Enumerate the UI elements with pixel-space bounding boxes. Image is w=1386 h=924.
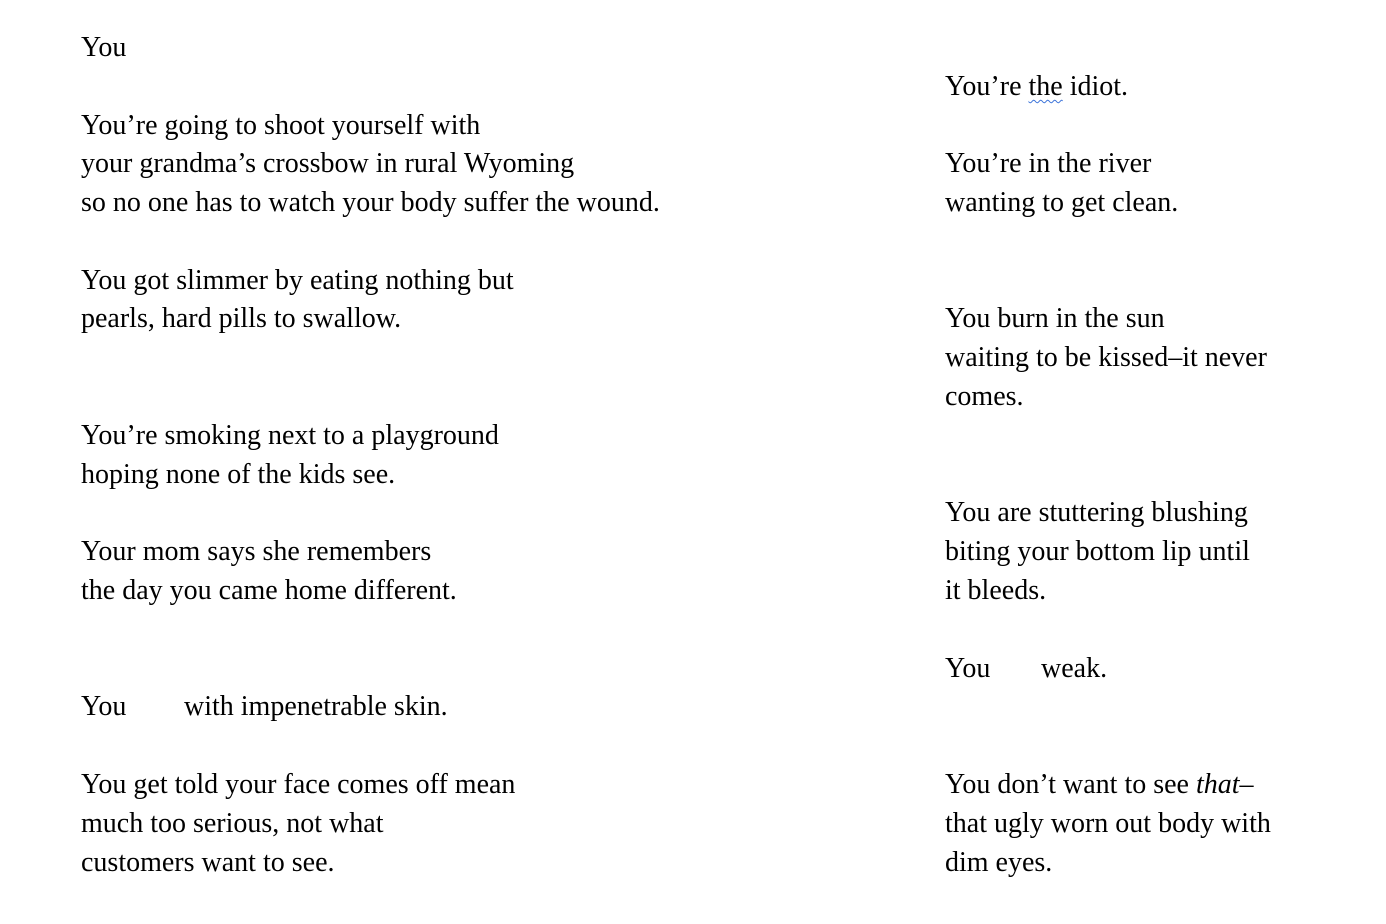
left-stanza5-word1: You xyxy=(81,691,127,722)
right-stanza6-line1-italic: that xyxy=(1195,769,1240,800)
right-stanza5-line xyxy=(945,652,1108,686)
left-stanza4-line2: the day you came home different. xyxy=(81,575,457,606)
right-stanza2-line1: You’re in the river xyxy=(945,148,1152,179)
right-stanza6-line3: dim eyes. xyxy=(945,847,1053,878)
right-stanza4-line1: You are stuttering blushing xyxy=(945,497,1248,528)
left-stanza1-line3: so no one has to watch your body suffer the wound. xyxy=(81,187,660,218)
left-stanza6-line2: much too serious, not what xyxy=(81,808,384,839)
left-stanza6-line3: customers want to see. xyxy=(81,847,335,878)
right-stanza5-word2: weak. xyxy=(1041,653,1108,684)
right-stanza1-before: You’re xyxy=(945,71,1029,102)
right-stanza6-line2: that ugly worn out body with xyxy=(945,808,1271,839)
right-stanza6-line1-before: You don’t want to see xyxy=(945,769,1196,800)
right-stanza4-line2: biting your bottom lip until xyxy=(945,536,1250,567)
right-stanza6-line1-after: – xyxy=(1239,769,1254,800)
right-stanza3-line1: You burn in the sun xyxy=(945,303,1165,334)
left-stanza5-word2: with impenetrable skin. xyxy=(184,691,448,722)
left-stanza6-line1: You get told your face comes off mean xyxy=(81,769,516,800)
left-stanza3-line2: hoping none of the kids see. xyxy=(81,459,396,490)
left-stanza5-line xyxy=(81,690,448,724)
right-stanza1-after: idiot. xyxy=(1062,71,1129,102)
left-stanza4-line1: Your mom says she remembers xyxy=(81,536,432,567)
left-stanza1-line1: You’re going to shoot yourself with xyxy=(81,110,481,141)
left-stanza2-line1: You got slimmer by eating nothing but xyxy=(81,265,514,296)
right-stanza2-line2: wanting to get clean. xyxy=(945,187,1179,218)
right-stanza6-line1 xyxy=(945,768,1254,802)
left-stanza1-line2: your grandma’s crossbow in rural Wyoming xyxy=(81,148,575,179)
poem-title: You xyxy=(81,32,127,63)
right-stanza4-line3: it bleeds. xyxy=(945,575,1047,606)
right-stanza5-word1: You xyxy=(945,653,991,684)
right-stanza1-line1 xyxy=(945,70,1128,104)
spellcheck-flagged-word[interactable]: the xyxy=(1028,71,1063,102)
left-stanza3-line1: You’re smoking next to a playground xyxy=(81,420,499,451)
right-stanza3-line3: comes. xyxy=(945,381,1024,412)
right-stanza3-line2: waiting to be kissed–it never xyxy=(945,342,1267,373)
left-stanza2-line2: pearls, hard pills to swallow. xyxy=(81,303,402,334)
